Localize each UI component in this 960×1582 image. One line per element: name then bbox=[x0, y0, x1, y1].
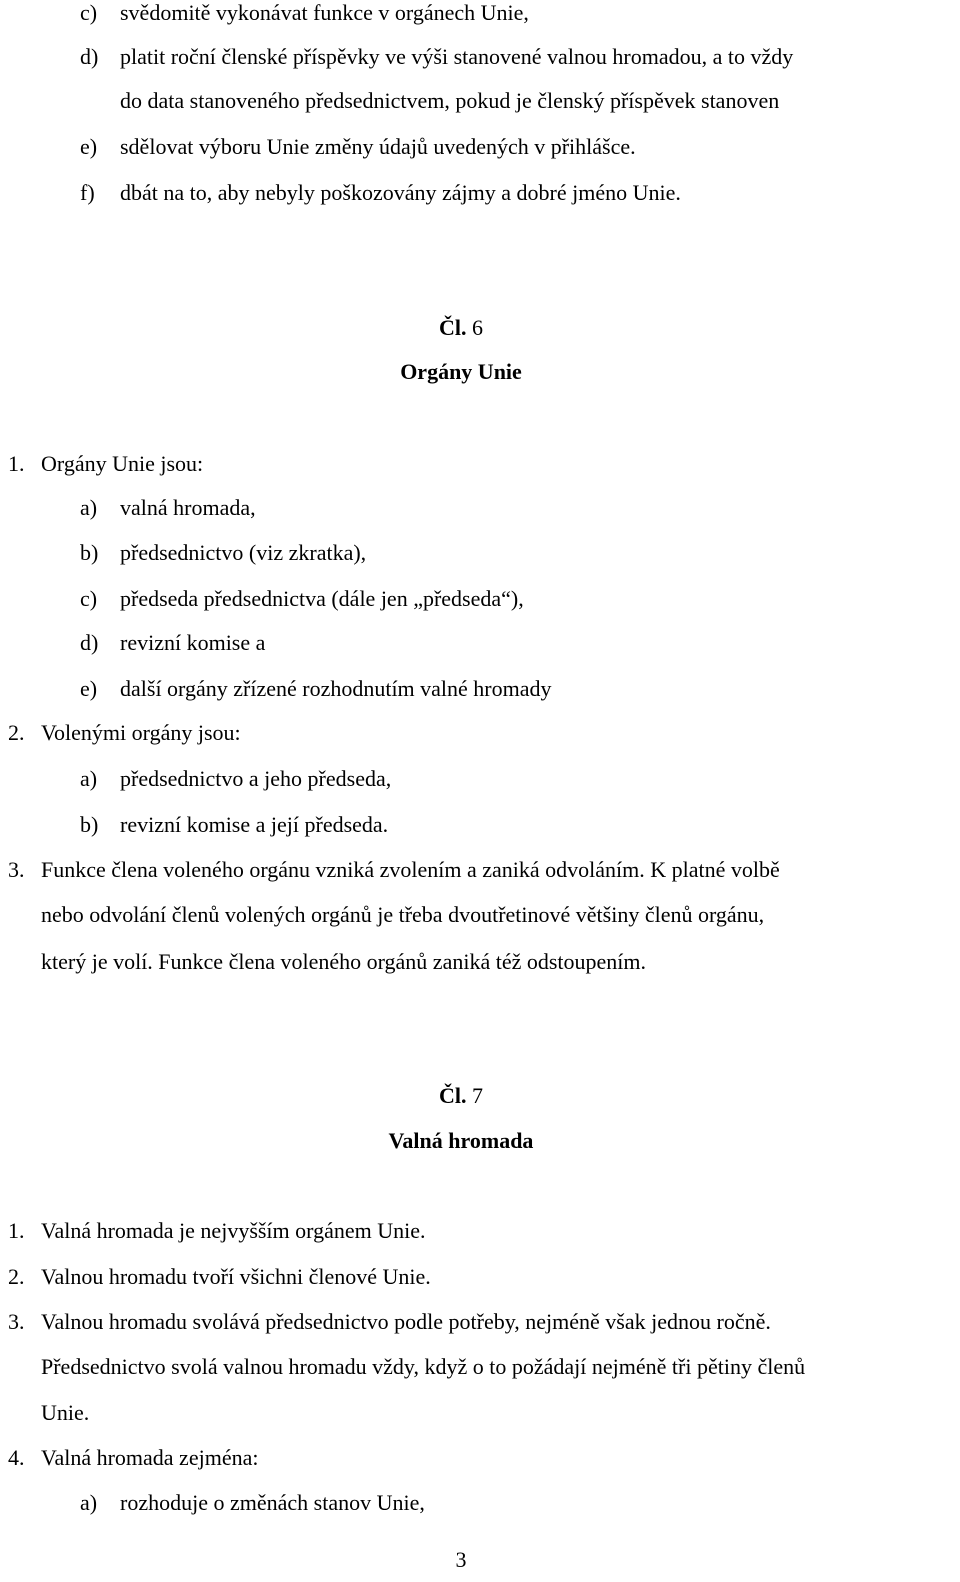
article-number-heading bbox=[0, 313, 922, 343]
paragraph-number: 3. bbox=[8, 1309, 25, 1334]
list-item-text: svědomitě vykonávat funkce v orgánech Unie, bbox=[120, 0, 529, 25]
list-marker: a) bbox=[80, 495, 98, 520]
paragraph-line: nebo odvolání členů volených orgánů je třeba dvoutřetinové většiny členů orgánu, bbox=[41, 902, 765, 927]
paragraph-line: Funkce člena voleného orgánu vzniká zvolením a zaniká odvoláním. K platné volbě bbox=[41, 857, 780, 882]
paragraph-number: 2. bbox=[8, 720, 25, 745]
page-number: 3 bbox=[455, 1547, 467, 1572]
list-item-text: platit roční členské příspěvky ve výši stanovené valnou hromadou, a to vždy bbox=[120, 44, 794, 69]
paragraph-number: 1. bbox=[8, 451, 25, 476]
paragraph-number: 1. bbox=[8, 1218, 25, 1243]
list-marker: d) bbox=[80, 630, 99, 655]
list-item-text: sdělovat výboru Unie změny údajů uvedených v přihlášce. bbox=[120, 134, 636, 159]
list-item-text: valná hromada, bbox=[120, 495, 256, 520]
list-item-text: dbát na to, aby nebyly poškozovány zájmy a dobré jméno Unie. bbox=[120, 180, 681, 205]
list-marker: e) bbox=[80, 134, 98, 159]
list-marker: e) bbox=[80, 676, 98, 701]
list-item-text: rozhoduje o změnách stanov Unie, bbox=[120, 1490, 425, 1515]
list-item-text: předsednictvo (viz zkratka), bbox=[120, 540, 367, 565]
article-prefix: Čl. bbox=[439, 1083, 467, 1108]
list-marker: c) bbox=[80, 586, 98, 611]
paragraph-text: Valná hromada je nejvyšším orgánem Unie. bbox=[41, 1218, 426, 1243]
list-item-text: revizní komise a bbox=[120, 630, 266, 655]
paragraph-number: 4. bbox=[8, 1445, 25, 1470]
list-item-text: další orgány zřízené rozhodnutím valné hromady bbox=[120, 676, 552, 701]
article-number: 6 bbox=[472, 315, 483, 340]
article-number-heading bbox=[0, 1081, 922, 1111]
paragraph-line: který je volí. Funkce člena voleného orgánů zaniká též odstoupením. bbox=[41, 949, 647, 974]
list-marker: b) bbox=[80, 540, 99, 565]
article-title: Valná hromada bbox=[388, 1128, 534, 1153]
list-marker: b) bbox=[80, 812, 99, 837]
list-item-text: předseda předsednictva (dále jen „předseda“), bbox=[120, 586, 524, 611]
list-marker: f) bbox=[80, 180, 95, 205]
paragraph-text: Volenými orgány jsou: bbox=[41, 720, 241, 745]
paragraph-text: Valnou hromadu tvoří všichni členové Unie. bbox=[41, 1264, 431, 1289]
paragraph-text: Orgány Unie jsou: bbox=[41, 451, 204, 476]
article-title: Orgány Unie bbox=[400, 359, 522, 384]
list-marker: d) bbox=[80, 44, 99, 69]
paragraph-number: 2. bbox=[8, 1264, 25, 1289]
list-marker: a) bbox=[80, 766, 98, 791]
paragraph-line: Unie. bbox=[41, 1400, 90, 1425]
article-number: 7 bbox=[472, 1083, 483, 1108]
list-item-continuation: do data stanoveného předsednictvem, pokud je členský příspěvek stanoven bbox=[120, 88, 780, 113]
list-item-text: revizní komise a její předseda. bbox=[120, 812, 389, 837]
list-marker: a) bbox=[80, 1490, 98, 1515]
list-marker: c) bbox=[80, 0, 98, 25]
paragraph-line: Předsednictvo svolá valnou hromadu vždy, když o to požádají nejméně tři pětiny členů bbox=[41, 1354, 806, 1379]
paragraph-number: 3. bbox=[8, 857, 25, 882]
paragraph-line: Valnou hromadu svolává předsednictvo podle potřeby, nejméně však jednou ročně. bbox=[41, 1309, 771, 1334]
article-prefix: Čl. bbox=[439, 315, 467, 340]
list-item-text: předsednictvo a jeho předseda, bbox=[120, 766, 392, 791]
paragraph-text: Valná hromada zejména: bbox=[41, 1445, 259, 1470]
